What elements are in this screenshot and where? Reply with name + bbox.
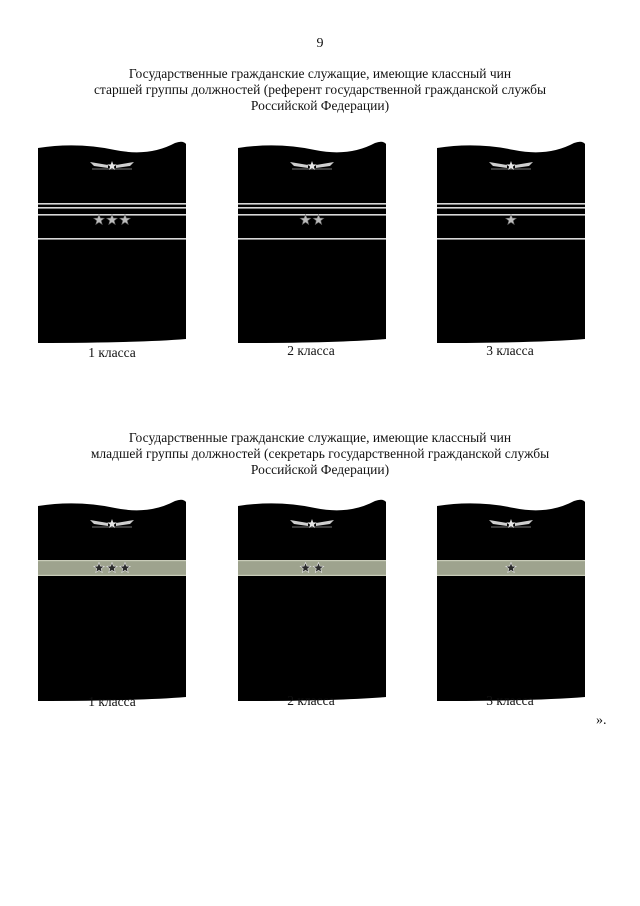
board-stripe bbox=[238, 238, 386, 240]
insignia-senior-class-1 bbox=[37, 140, 189, 346]
board-stripe bbox=[238, 214, 386, 216]
board-stripe bbox=[38, 203, 186, 205]
board-stripe bbox=[38, 207, 186, 209]
section-title-line: Государственные гражданские служащие, имеющие классный чин bbox=[128, 66, 512, 81]
section-title-line: Российской Федерации) bbox=[250, 462, 390, 477]
shoulder-board bbox=[238, 500, 386, 701]
board-stripe bbox=[238, 575, 386, 576]
board-stripe bbox=[238, 203, 386, 205]
board-stripe bbox=[437, 560, 585, 561]
section-title-line: младшей группы должностей (секретарь государственной гражданской службы bbox=[90, 446, 550, 461]
board-stripe bbox=[38, 238, 186, 240]
shoulder-board bbox=[38, 142, 186, 343]
page-number: 9 bbox=[316, 36, 324, 51]
board-stripe bbox=[38, 560, 186, 561]
closing-mark: ». bbox=[596, 713, 607, 728]
insignia-caption: 2 класса bbox=[287, 343, 335, 358]
section-title-line: Российской Федерации) bbox=[250, 98, 390, 113]
board-stripe bbox=[437, 207, 585, 209]
board-stripe bbox=[238, 207, 386, 209]
shoulder-board bbox=[437, 142, 585, 343]
board-stripe bbox=[437, 203, 585, 205]
insignia-caption: 1 класса bbox=[88, 345, 136, 360]
shoulder-board bbox=[238, 142, 386, 343]
shoulder-board bbox=[38, 500, 186, 701]
insignia-caption: 3 класса bbox=[486, 693, 534, 708]
insignia-junior-class-1 bbox=[37, 498, 189, 704]
shoulder-board bbox=[437, 500, 585, 701]
section-title-senior bbox=[0, 66, 640, 114]
section-title-line: Государственные гражданские служащие, имеющие классный чин bbox=[128, 430, 512, 445]
insignia-caption: 3 класса bbox=[486, 343, 534, 358]
insignia-junior-class-2 bbox=[237, 498, 389, 704]
board-stripe bbox=[38, 575, 186, 576]
section-title-line: старшей группы должностей (референт государственной гражданской службы bbox=[93, 82, 547, 97]
insignia-senior-class-2 bbox=[237, 140, 389, 346]
board-stripe bbox=[437, 238, 585, 240]
board-stripe bbox=[437, 575, 585, 576]
board-stripe bbox=[238, 560, 386, 561]
insignia-junior-class-3 bbox=[436, 498, 588, 704]
board-stripe bbox=[238, 560, 386, 576]
section-title-junior bbox=[0, 430, 640, 478]
insignia-caption: 1 класса bbox=[88, 694, 136, 709]
insignia-senior-class-3 bbox=[436, 140, 588, 346]
insignia-caption: 2 класса bbox=[287, 693, 335, 708]
